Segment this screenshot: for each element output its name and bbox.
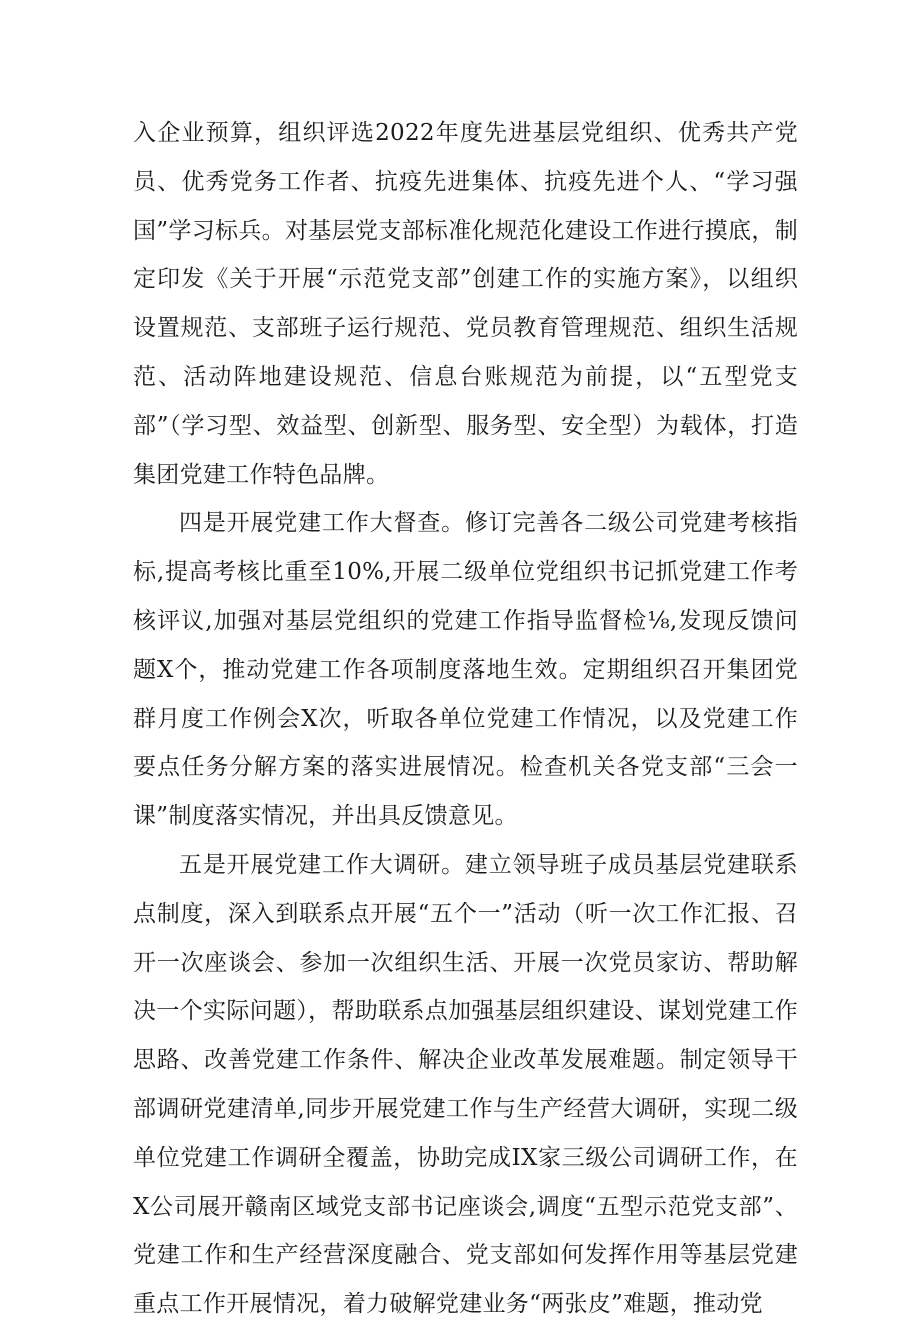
paragraph-party-inspection: 四是开展党建工作大督查。修订完善各二级公司党建考核指标,提高考核比重至10%,开展二级单位党组织书记抓党建工作考核评议,加强对基层党组织的党建工作指导监督检⅛,发现反馈问题X个，推动党建工作各项制度落地生效。定期组织召开集团党群月度工作例会X次，听取各单位党建工作情况，以及党建工作要点任务分解方案的落实进展情况。检查机关各党支部“三会一课”制度落实情况，并出具反馈意见。 [133,510,798,830]
paragraph-party-building-budget: 入企业预算，组织评选2022年度先进基层党组织、优秀共产党员、优秀党务工作者、抗疫先进集体、抗疫先进个人、“学习强国”学习标兵。对基层党支部标准化规范化建设工作进行摸底，制定印发《关于开展“示范党支部”创建工作的实施方案》，以组织设置规范、支部班子运行规范、党员教育管理规范、组织生活规范、活动阵地建设规范、信息台账规范为前提，以“五型党支部”（学习型、效益型、创新型、服务型、安全型）为载体，打造集团党建工作特色品牌。 [133,120,798,488]
paragraph-party-research: 五是开展党建工作大调研。建立领导班子成员基层党建联系点制度，深入到联系点开展“五个一”活动（听一次工作汇报、召开一次座谈会、参加一次组织生活、开展一次党员家访、帮助解决一个实际问题），帮助联系点加强基层组织建设、谋划党建工作思路、改善党建工作条件、解决企业改革发展难题。制定领导干部调研党建清单,同步开展党建工作与生产经营大调研，实现二级单位党建工作调研全覆盖，协助完成IX家三级公司调研工作，在X公司展开赣南区域党支部书记座谈会,调度“五型示范党支部”、党建工作和生产经营深度融合、党支部如何发挥作用等基层党建重点工作开展情况，着力破解党建业务“两张皮”难题，推动党 [133,851,798,1318]
document-body [133,109,798,1329]
